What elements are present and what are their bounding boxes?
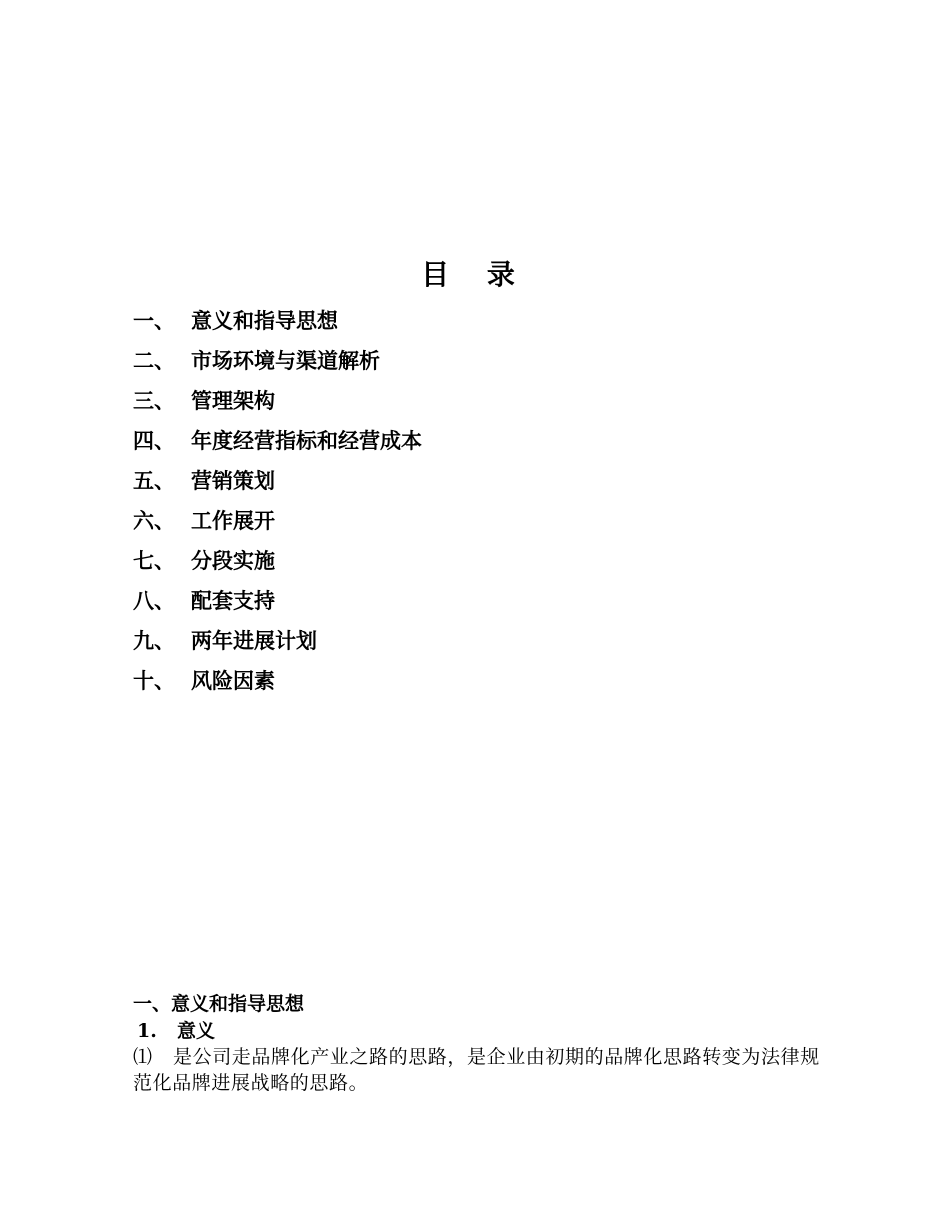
toc-item-number: 二、 (133, 348, 175, 373)
section-meaning-and-guiding-ideas (133, 990, 823, 1096)
section-heading: 一、意义和指导思想 (133, 993, 305, 1015)
toc-item-number: 四、 (133, 428, 175, 453)
toc-item[interactable] (133, 344, 422, 384)
toc-item[interactable] (133, 424, 422, 464)
toc-item-label: 配套支持 (191, 588, 275, 613)
toc-item-label: 分段实施 (191, 548, 275, 573)
subsection-heading (133, 1018, 823, 1044)
toc-item-number: 十、 (133, 668, 175, 693)
toc-item-label: 两年进展计划 (191, 628, 317, 653)
toc-item-label: 工作展开 (191, 508, 275, 533)
toc-item-number: 九、 (133, 628, 175, 653)
subsection-title: 意义 (177, 1020, 216, 1042)
toc-item-number: 一、 (133, 308, 175, 333)
toc-item-number: 七、 (133, 548, 175, 573)
toc-item[interactable] (133, 464, 422, 504)
toc-item-number: 八、 (133, 588, 175, 613)
toc-item[interactable] (133, 544, 422, 584)
toc-title: 目 录 (421, 258, 529, 291)
toc-item[interactable] (133, 624, 422, 664)
subsection-number: 1. (137, 1020, 157, 1042)
toc-item[interactable] (133, 384, 422, 424)
toc-item[interactable] (133, 304, 422, 344)
toc-item-label: 市场环境与渠道解析 (191, 348, 380, 373)
toc-item-number: 五、 (133, 468, 175, 493)
toc-item[interactable] (133, 504, 422, 544)
toc-item-label: 管理架构 (191, 388, 275, 413)
toc-item-number: 三、 (133, 388, 175, 413)
toc-item-label: 风险因素 (191, 668, 275, 693)
paragraph-number: ⑴ (133, 1046, 153, 1068)
toc-item-label: 意义和指导思想 (191, 308, 338, 333)
toc-item-label: 年度经营指标和经营成本 (191, 428, 422, 453)
paragraph (133, 1044, 823, 1096)
toc-item[interactable] (133, 664, 422, 704)
toc-item[interactable] (133, 584, 422, 624)
toc-item-label: 营销策划 (191, 468, 275, 493)
toc-list (133, 304, 422, 704)
toc-item-number: 六、 (133, 508, 175, 533)
paragraph-text: 是公司走品牌化产业之路的思路，是企业由初期的品牌化思路转变为法律规范化品牌进展战略的思路。 (133, 1046, 820, 1094)
